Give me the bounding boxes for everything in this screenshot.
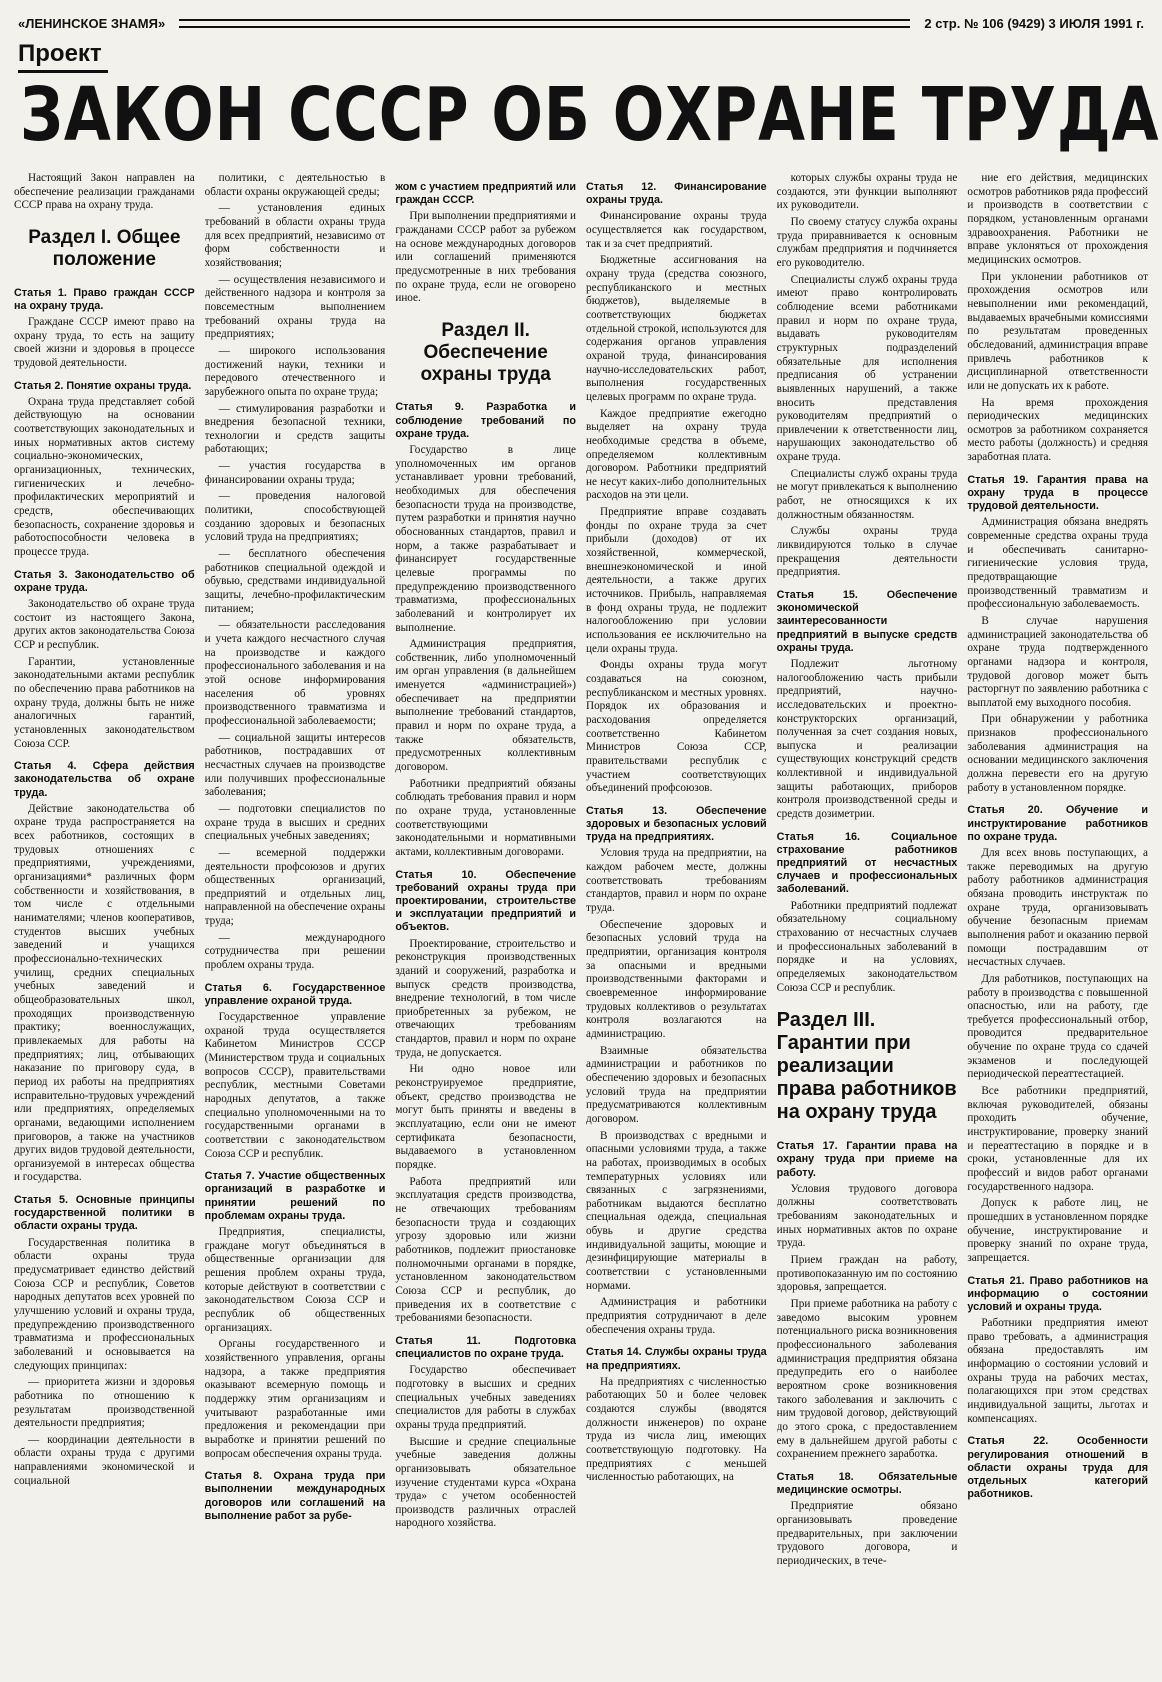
column-1 [14,172,195,1672]
article-heading: Статья 15. Обеспечение экономической заинтересованности предприятий в выпуске средств охраны труда. [776,589,958,654]
paragraph: — всемерной поддержки деятельности профсоюзов и других общественных организаций, предприятий и отдельных лиц, направленной на обеспечение охраны труда; [204,846,386,928]
article-heading: Статья 17. Гарантии права на охрану труда при приеме на работу. [776,1140,958,1179]
paragraph: — международного сотрудничества при решении проблем охраны труда. [204,931,386,972]
article-heading: Статья 3. Законодательство об охране труда. [14,568,195,594]
paragraph: Условия трудового договора должны соответствовать требованиям законодательных и иных нормативных актов по охране труда. [776,1182,958,1250]
paragraph: — широкого использования достижений науки, техники и передового отечественного и зарубежного опыта по охране труда; [204,344,386,398]
paragraph: На время прохождения периодических медицинских осмотров за работником сохраняется место работы (должность) и средняя заработная плата. [967,396,1148,464]
paragraph: Все работники предприятий, включая руководителей, обязаны проходить обучение, инструктирование, проверку знаний и переаттестацию в порядке и в сроки, установленные для их профессий и видов работ органами государственного надзора. [967,1085,1148,1193]
article-heading: Статья 8. Охрана труда при выполнении международных договоров или соглашений на выполнение работ за рубе- [204,1470,386,1522]
paragraph: Государство в лице уполномоченных им органов устанавливает уровни требований, необходимых для обеспечения безопасности труда на производстве, путем разработки и принятия научно обоснованных стандартов, правил и норм, а также разрабатывает и финансирует государственные целевые программы по предупреждению производственного травматизма, профессиональных заболеваний и контролирует их выполнение. [395,443,576,634]
article-heading: жом с участием предприятий или граждан СССР. [395,181,576,207]
article-heading: Статья 20. Обучение и инструктирование работников по охране труда. [967,804,1148,843]
paragraph: Работники предприятия имеют право требовать, а администрация обязана предоставлять им информацию о состоянии условий и охраны труда на рабочих местах, полагающихся при этом средствах индивидуальной защиты, льготах и компенсациях. [967,1317,1148,1425]
article-heading: Статья 1. Право граждан СССР на охрану труда. [14,286,195,312]
paragraph: — установления единых требований в области охраны труда для всех предприятий, независимо от форм собственности и хозяйствования; [204,202,386,269]
article-heading: Статья 5. Основные принципы государственной политики в области охраны труда. [14,1194,195,1233]
paragraph: Для работников, поступающих на работу в производства с повышенной опасностью, или на работу, где требуется профессиональный отбор, проводится предварительное обучение по охране труда со сдачей экзаменов и последующей периодической переаттестацией. [967,972,1148,1081]
article-heading: Статья 10. Обеспечение требований охраны труда при проектировании, строительстве и эксплуатации предприятий и объектов. [395,868,576,934]
paragraph: — участия государства в финансировании охраны труда; [204,460,386,486]
paragraph: — приоритета жизни и здоровья работника по отношению к результатам производственной деятельности предприятия; [14,1376,195,1430]
section-heading: Раздел II. Обеспечение охраны труда [420,319,551,385]
paragraph: Гарантии, установленные законодательными актами республик по обеспечению права работников на охрану труда, должны быть не ниже аналогичных гарантий, установленных законодательством Союза ССР. [14,655,195,750]
paragraph: — обязательности расследования и учета каждого несчастного случая на производстве и каждого профессионального заболевания и на этой основе информирования населения об уровнях производственного травматизма и профессиональной заболеваемости; [204,619,386,727]
paragraph: Работники предприятий обязаны соблюдать требования правил и норм по охране труда, установленные соответствующими законодательными и нормативными актами, коллективным договорами. [395,777,576,859]
article-heading: Статья 7. Участие общественных организаций в разработке и принятии решений по проблемам охраны труда. [204,1170,386,1222]
masthead-rule [179,19,910,28]
paragraph: — подготовки специалистов по охране труда в высших и средних специальных учебных заведениях; [204,802,386,843]
paragraph: В производствах с вредными и опасными условиями труда, а также на работах, производимых в особых температурных условиях или связанных с загрязнениями, работникам выдаются бесплатно специальная одежда, специальная обувь и другие средства индивидуальной защиты, моющие и дезинфицирующие материалы в соответствии с установленными нормами. [586,1129,767,1292]
paragraph: В случае нарушения администрацией законодательства об охране труда подтвержденного органами надзора и контроля, трудовой договор может быть расторгнут по заявлению работника с выплатой ему выходного пособия. [967,614,1148,709]
paragraph: Ни одно новое или реконструируемое предприятие, объект, средство производства не могут быть приняты и введены в эксплуатацию, если они не имеют сертификата безопасности, выдаваемого в установленном порядке. [395,1063,576,1172]
paragraph: которых службы охраны труда не создаются, эти функции выполняют их руководители. [776,172,958,212]
paragraph: Администрация и работники предприятия сотрудничают в деле обеспечения охраны труда. [586,1296,767,1336]
paragraph: Службы охраны труда ликвидируются только в случае прекращения деятельности предприятия. [776,525,958,579]
paragraph: Предприятия, специалисты, граждане могут объединяться в общественные организации для решения проблем охраны труда, которые действуют в соответствии с законодательством Союза ССР и республик об общественных организациях. [204,1226,386,1334]
article-heading: Статья 6. Государственное управление охраной труда. [204,981,386,1007]
paragraph: Проектирование, строительство и реконструкция производственных зданий и сооружений, разработка и выпуск средств производства, внедрение технологий, в том числе приобретенных за рубежом, не отвечающих требованиям стандартов, правил и норм по охране труда, не допускается. [395,937,576,1059]
paragraph: Государство обеспечивает подготовку в высших и средних специальных учебных заведениях специалистов для работы в службах охраны труда предприятий. [395,1364,576,1431]
article-heading: Статья 9. Разработка и соблюдение требований по охране труда. [395,401,576,440]
paragraph: Охрана труда представляет собой действующую на основании соответствующих законодательных и иных нормативных актов систему социально-экономических, организационных, технических, гигиенических и лечебно-профилактических мероприятий и средств, обеспечивающих безопасность, сохранение здоровья и работоспособности человека в процессе труда. [14,395,195,559]
kicker: Проект [18,40,108,73]
paragraph: Предприятие вправе создавать фонды по охране труда за счет прибыли (доходов) от их хозяйственной, коммерческой, внешнеэкономической и иной деятельности, а также других источников. Прибыль, направляемая в фонд охраны труда, не подлежит налогообложению при условии использования ее исключительно на цели охраны труда. [586,506,767,655]
paragraph: — стимулирования разработки и внедрения безопасной техники, технологии и средств защиты работающих; [204,402,386,456]
article-heading: Статья 13. Обеспечение здоровых и безопасных условий труда на предприятиях. [586,804,767,844]
paragraph: Действие законодательства об охране труда распространяется на всех работников, состоящих в трудовых отношениях с предприятиями, учреждениями, организациями* различных форм собственности и хозяйствования, в том числе с отдельными нанимателями; членов кооперативов, студентов высших учебных заведений и учащихся профессионально-технических училищ, средних специальных учебных заведений и общеобразовательных школ, проходящих производственную практику; военнослужащих, привлекаемых для работы на предприятиях; лиц, отбывающих наказание по приговору суда, в период их работы на предприятиях исправительно-трудовых учреждений или предприятиях, определяемых органами, ведающими исполнением приговоров, а также на участников других видов трудовой деятельности, организуемой в интересах общества и государства. [14,802,195,1184]
paragraph: Фонды охраны труда могут создаваться на союзном, республиканском и местных уровнях. Порядок их образования и расходования определяется соответственно Кабинетом Министров Союза ССР, правительствами республик с участием соответствующих объединений профсоюзов. [586,659,767,795]
paper-name: «ЛЕНИНСКОЕ ЗНАМЯ» [18,15,166,31]
paragraph: Прием граждан на работу, противопоказанную им по состоянию здоровья, запрещается. [776,1254,958,1294]
paragraph: — координации деятельности в области охраны труда с другими направлениями экономической и социальной [14,1433,195,1487]
paragraph: Администрация предприятия, собственник, либо уполномоченный им орган управления (в дальнейшем именуется «администрацией») обеспечивает на предприятии выполнение требований стандартов, правил и норм по охране труда, а также обязательств, предусмотренных коллективным договором. [395,638,576,774]
section-heading: Раздел I. Общее положение [28,226,181,270]
article-heading: Статья 22. Особенности регулирования отношений в области охраны труда для отдельных категорий работников. [967,1435,1148,1501]
paragraph: Для всех вновь поступающих, а также переводимых на другую работу работников администрация обязана проводить инструктаж по охране труда, организовывать обучение безопасным приемам выполнения работ и оказанию первой помощи пострадавшим от несчастных случаев. [967,846,1148,969]
article-heading: Статья 21. Право работников на информацию о состоянии условий и охраны труда. [967,1274,1148,1313]
paragraph: Государственное управление охраной труда осуществляется Кабинетом Министров СССР (Министерством труда и социальных вопросов СССР), правительствами республик, местными Советами народных депутатов, а также специально уполномоченными на то государственными органами в соответствии с законодательством Союза ССР и республик. [204,1011,386,1160]
paragraph: Каждое предприятие ежегодно выделяет на охрану труда необходимые средства в объеме, определяемом коллективным договором. Работники предприятий не несут каких-либо дополнительных расходов на эти цели. [586,407,767,502]
column-4 [586,172,767,1672]
headline: ЗАКОН СССР ОБ ОХРАНЕ ТРУДА [20,72,1160,158]
paragraph: Допуск к работе лиц, не прошедших в установленном порядке обучение, инструктирование и проверку знаний по охране труда, запрещается. [967,1197,1148,1264]
column-3 [395,172,576,1672]
paragraph: Специалисты служб охраны труда не могут привлекаться к выполнению работ, не относящихся к их должностным обязанностям. [776,467,958,521]
paragraph: Взаимные обязательства администрации и работников по обеспечению здоровых и безопасных условий труда на предприятии предусматриваются коллективным договором. [586,1044,767,1125]
article-heading: Статья 12. Финансирование охраны труда. [586,181,767,207]
paragraph: Подлежит льготному налогообложению часть прибыли предприятий, научно-исследовательских и проектно-конструкторских организаций, полученная за счет создания новых, выпуска и реализации существующих конструкций средств коллективной и индивидуальной защиты работающих, приборов контроля производственной среды и средств дозиметрии. [776,657,958,821]
paragraph: Работа предприятий или эксплуатация средств производства, не отвечающих требованиям безопасности труда и создающих угрозу здоровью или жизни работников, подлежит приостановке полномочными органами в порядке, установленном законодательством Союза ССР и республик, до приведения их в соответствие с требованиями безопасности. [395,1175,576,1325]
column-2 [205,172,386,1672]
article-heading: Статья 11. Подготовка специалистов по охране труда. [395,1334,576,1361]
paragraph: — бесплатного обеспечения работников специальной одеждой и обувью, средствами индивидуальной защиты, лечебно-профилактическим питанием; [204,548,386,615]
paragraph: По своему статусу служба охраны труда приравнивается к основным службам предприятия и подчиняется его руководителю. [776,215,958,269]
section-heading: Раздел III. Гарантии при реализации права работников на охрану труда [776,1009,957,1124]
paragraph: Условия труда на предприятии, на каждом рабочем месте, должны соответствовать требованиям стандартов, правил и норм по охране труда. [586,847,767,915]
issue-info: 2 стр. № 106 (9429) 3 ИЮЛЯ 1991 г. [924,15,1144,31]
paragraph: При обнаружении у работника признаков профессионального заболевания администрация на основании медицинского заключения должна перевести его на другую работу в установленном порядке. [967,713,1148,794]
article-heading: Статья 19. Гарантия права на охрану труда в процессе трудовой деятельности. [967,473,1148,513]
paragraph: Специалисты служб охраны труда имеют право контролировать соблюдение всеми работниками правил и норм по охране труда, выдавать руководителям структурных подразделений обязательные для исполнения предписания об устранении выявленных нарушений, а также вносить представления руководителям предприятий о привлечении к ответственности лиц, нарушающих законодательство об охране труда. [776,273,958,464]
paragraph: Работники предприятий подлежат обязательному социальному страхованию от несчастных случаев и профессиональных заболеваний в порядке и на условиях, определяемых законодательством Союза ССР и республик. [776,899,958,994]
paragraph: Предприятие обязано организовывать проведение предварительных, при заключении трудового договора, и периодических, в тече- [776,1500,958,1567]
column-5 [777,172,958,1672]
paragraph: Высшие и средние специальные учебные заведения должны организовывать обязательное изучение студентами курса «Охрана труда» с учетом особенностей производств различных отраслей народного хозяйства. [395,1435,576,1530]
article-heading: Статья 18. Обязательные медицинские осмотры. [776,1470,958,1497]
paragraph: На предприятиях с численностью работающих 50 и более человек создаются службы (вводятся должности инженеров) по охране труда из числа лиц, имеющих соответствующую подготовку. На предприятиях с меньшей численностью работающих, на [586,1375,767,1484]
paragraph: Финансирование охраны труда осуществляется как государством, так и за счет предприятий. [586,210,767,250]
paragraph: — осуществления независимого и действенного надзора и контроля за повсеместным выполнением требований охраны труда на предприятиях; [204,273,386,341]
paragraph: При приеме работника на работу с заведомо высоким уровнем потенциального риска возникновения профессионального заболевания администрация предприятия обязана предупредить его о наиболее вероятном сроке возникновения такого заболевания и заключить с ним трудовой договор, действующий до этого срока, с предоставлением ему в дальнейшем другой работы с сохранением прежнего заработка. [776,1297,958,1461]
paragraph: При выполнении предприятиями и гражданами СССР работ за рубежом на основе международных договоров или соглашений применяются предусмотренные в них требования по охране труда, если не оговорено иное. [395,210,576,305]
article-body [14,172,1148,1672]
article-heading: Статья 2. Понятие охраны труда. [14,379,192,392]
paragraph: ние его действия, медицинских осмотров работников ряда профессий и производств в соответствии с порядком, установленным органами здравоохранения. Работники не вправе уклоняться от прохождения медицинских осмотров. [967,172,1148,266]
paragraph: Администрация обязана внедрять современные средства охраны труда и обеспечивать санитарно-гигиенические условия труда, предотвращающие производственный травматизм и профессиональную заболеваемость. [967,516,1148,611]
paragraph: Бюджетные ассигнования на охрану труда (средства союзного, республиканского и местных бюджетов), выделяемые в соответствующих бюджетах отдельной строкой, используются для содержания органов управления охраной труда, финансирования научно-исследовательских работ, выполнения государственных целевых программ по охране труда. [586,254,767,403]
paragraph: При уклонении работников от прохождения осмотров или невыполнении ими рекомендаций, выдаваемых врачебными комиссиями по результатам проведенных обследований, администрация вправе привлечь работников к дисциплинарной ответственности или не допускать их к работе. [967,270,1148,392]
paragraph: Государственная политика в области охраны труда предусматривает единство действий Союза ССР и республик, Советов народных депутатов всех уровней по улучшению условий и охраны труда, предупреждению производственного травматизма и профессиональных заболеваний и основывается на следующих принципах: [14,1236,195,1372]
paragraph: Обеспечение здоровых и безопасных условий труда на предприятии, организация контроля за опасными и вредными производственными факторами и своевременное информирование трудовых коллективов о результатах контроля возлагаются на администрацию. [586,918,767,1040]
paragraph: — социальной защиты интересов работников, пострадавших от несчастных случаев на производстве или получивших профессиональные заболевания; [204,731,386,799]
paragraph: — проведения налоговой политики, способствующей созданию здоровых и безопасных условий труда на предприятиях; [204,490,386,544]
paragraph: политики, с деятельностью в области охраны окружающей среды; [204,172,386,198]
paragraph: Граждане СССР имеют право на охрану труда, то есть на защиту своей жизни и здоровья в процессе трудовой деятельности. [14,316,195,369]
masthead [18,10,1144,36]
paragraph: Законодательство об охране труда состоит из настоящего Закона, других актов законодательства Союза ССР и республик. [14,598,195,651]
paragraph: Органы государственного и хозяйственного управления, органы надзора, а также предприятия оказывают всемерную помощь и поддержку этим организациям и учитывают разработанные ими предложения и рекомендации при выработке и принятии решений по вопросам обеспечения охраны труда. [204,1338,386,1460]
article-heading: Статья 14. Службы охраны труда на предприятиях. [586,1346,767,1372]
article-heading: Статья 4. Сфера действия законодательства об охране труда. [14,760,195,799]
article-heading: Статья 16. Социальное страхование работников предприятий от несчастных случаев и профессиональных заболеваний. [776,830,958,896]
paragraph: Настоящий Закон направлен на обеспечение реализации гражданами СССР права на охрану труда. [14,172,195,212]
column-6 [967,172,1148,1672]
